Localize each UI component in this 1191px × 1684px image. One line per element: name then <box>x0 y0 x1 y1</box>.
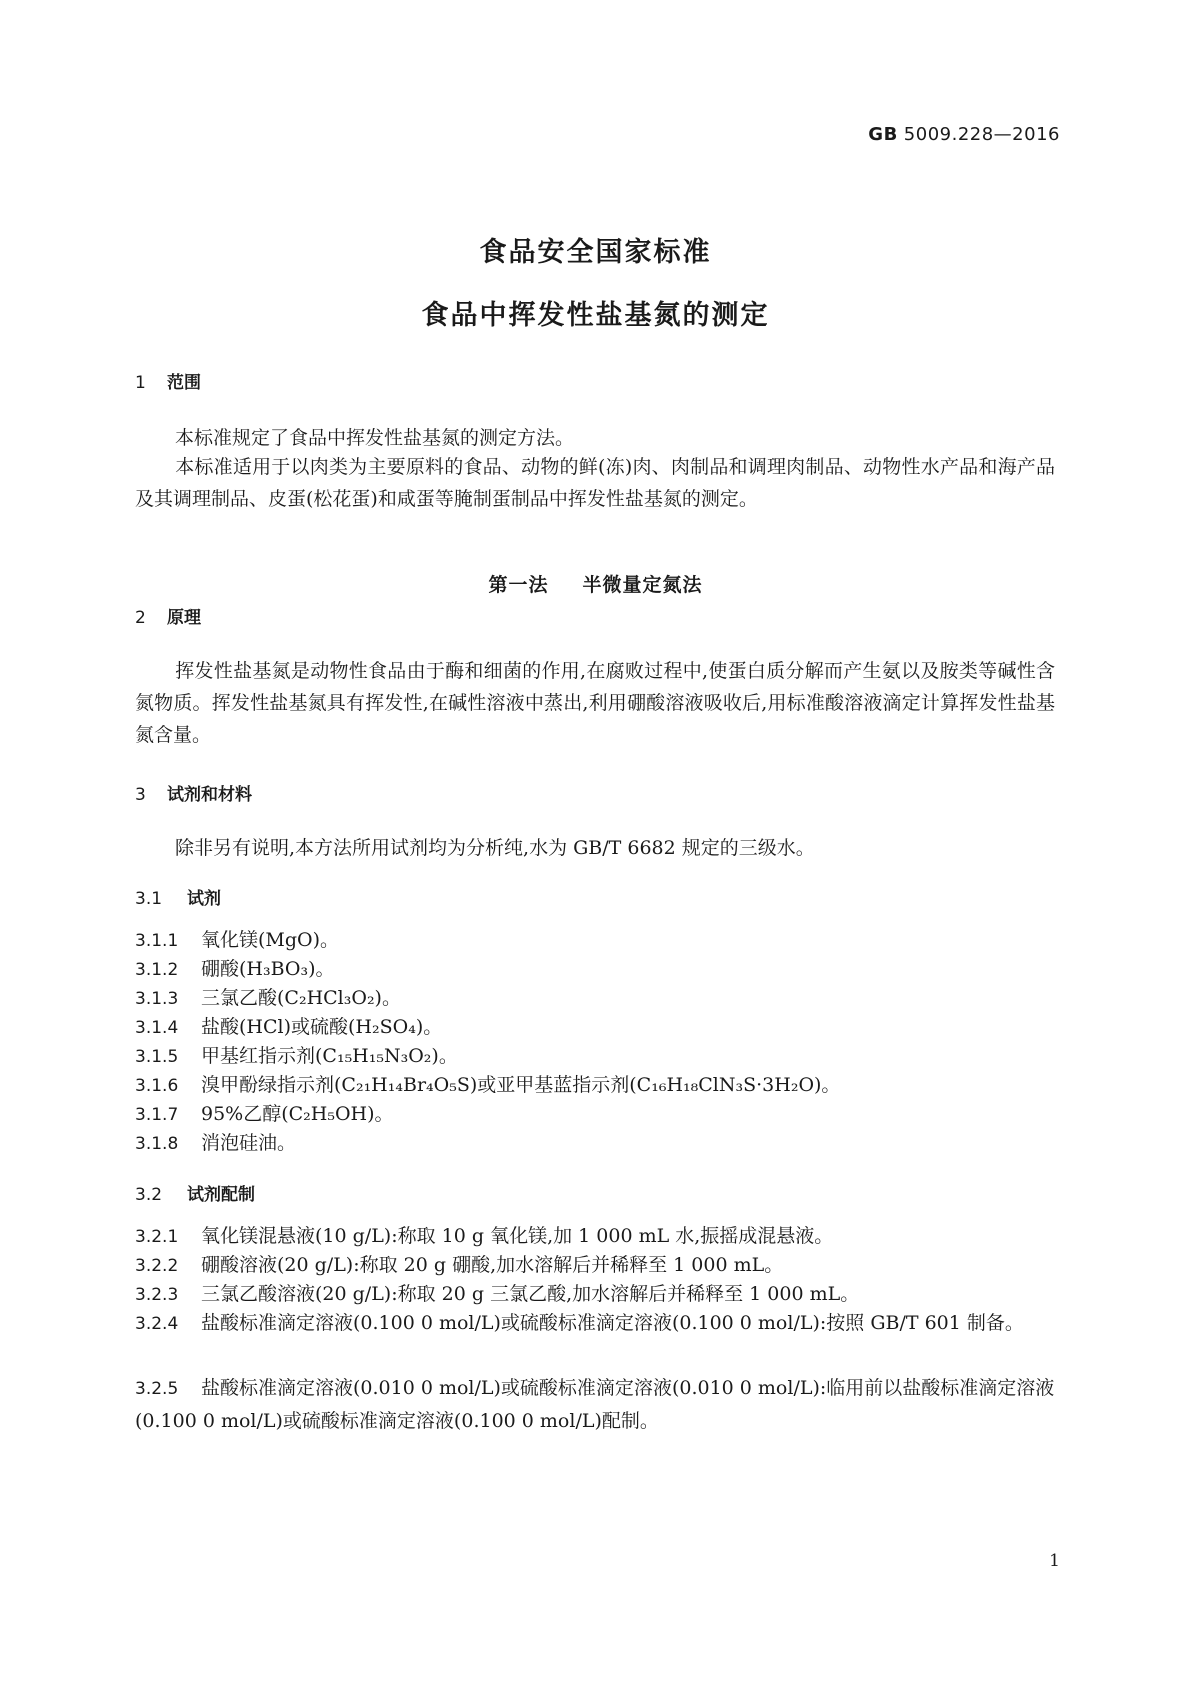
item-text: 氧化镁混悬液(10 g/L):称取 10 g 氧化镁,加 1 000 mL 水,振摇成混悬液。 <box>201 1225 834 1247</box>
item-number: 3.2.1 <box>135 1227 179 1247</box>
section-number: 3 <box>135 785 146 805</box>
item-text: 盐酸(HCl)或硫酸(H₂SO₄)。 <box>201 1016 443 1038</box>
item-text: 盐酸标准滴定溶液(0.010 0 mol/L)或硫酸标准滴定溶液(0.010 0 mol/L):临用前以盐酸标准滴定溶液(0.100 0 mol/L)或硫酸标准滴定溶液(0.100 0 mol/L)配制。 <box>135 1377 1055 1432</box>
standard-prefix: GB <box>868 124 898 145</box>
section-title: 原理 <box>167 608 201 628</box>
section-heading-reagents-materials <box>135 780 252 805</box>
section-heading-scope <box>135 368 201 393</box>
item-text: 消泡硅油。 <box>201 1132 297 1154</box>
section-number: 3.2 <box>135 1185 163 1205</box>
standard-code <box>868 124 1060 145</box>
item-text: 甲基红指示剂(C₁₅H₁₅N₃O₂)。 <box>201 1045 458 1067</box>
section-heading-reagent-preparation <box>135 1180 255 1205</box>
item-text: 盐酸标准滴定溶液(0.100 0 mol/L)或硫酸标准滴定溶液(0.100 0 mol/L):按照 GB/T 601 制备。 <box>201 1312 1024 1334</box>
section-title: 试剂配制 <box>187 1185 255 1205</box>
section-heading-principle <box>135 603 201 628</box>
section-title: 范围 <box>167 373 201 393</box>
item-number: 3.2.2 <box>135 1256 179 1276</box>
item-text: 95%乙醇(C₂H₅OH)。 <box>201 1103 394 1125</box>
method-name: 第一法 <box>488 574 549 596</box>
item-number: 3.1.5 <box>135 1047 179 1067</box>
paragraph-text: 本标准规定了食品中挥发性盐基氮的测定方法。 <box>175 427 575 449</box>
item-number: 3.1.3 <box>135 989 179 1009</box>
item-text: 三氯乙酸(C₂HCl₃O₂)。 <box>201 987 401 1009</box>
paragraph-text: 除非另有说明,本方法所用试剂均为分析纯,水为 GB/T 6682 规定的三级水。 <box>175 837 815 859</box>
scope-paragraph-2 <box>135 451 1055 515</box>
item-number: 3.2.5 <box>135 1379 179 1399</box>
item-text: 氧化镁(MgO)。 <box>201 929 340 951</box>
paragraph-text: 挥发性盐基氮是动物性食品由于酶和细菌的作用,在腐败过程中,使蛋白质分解而产生氨以及胺类等碱性含氮物质。挥发性盐基氮具有挥发性,在碱性溶液中蒸出,利用硼酸溶液吸收后,用标准酸溶液滴定计算挥发性盐基氮含量。 <box>135 660 1055 746</box>
section-number: 3.1 <box>135 889 163 909</box>
item-number: 3.1.4 <box>135 1018 179 1038</box>
item-text: 硼酸溶液(20 g/L):称取 20 g 硼酸,加水溶解后并稀释至 1 000 mL。 <box>201 1254 784 1276</box>
item-number: 3.1.1 <box>135 931 179 951</box>
item-number: 3.1.6 <box>135 1076 179 1096</box>
list-item <box>135 1372 1055 1437</box>
section-number: 2 <box>135 608 146 628</box>
item-number: 3.1.8 <box>135 1134 179 1154</box>
method-title <box>0 570 1191 597</box>
document-subtitle: 食品中挥发性盐基氮的测定 <box>421 300 770 331</box>
reagents-intro-paragraph <box>135 832 1055 864</box>
method-label: 半微量定氮法 <box>582 574 703 596</box>
item-number: 3.2.3 <box>135 1285 179 1305</box>
item-text: 三氯乙酸溶液(20 g/L):称取 20 g 三氯乙酸,加水溶解后并稀释至 1 000 mL。 <box>201 1283 860 1305</box>
section-heading-reagents <box>135 884 221 909</box>
principle-paragraph <box>135 655 1055 751</box>
section-title: 试剂 <box>187 889 221 909</box>
page-number: 1 <box>1049 1551 1060 1571</box>
list-item <box>135 1307 1055 1340</box>
item-text: 硼酸(H₃BO₃)。 <box>201 958 335 980</box>
list-item <box>135 1127 1055 1160</box>
section-number: 1 <box>135 373 146 393</box>
scope-paragraph-1 <box>135 422 1055 454</box>
section-title: 试剂和材料 <box>167 785 252 805</box>
document-title: 食品安全国家标准 <box>479 237 712 268</box>
standard-number: 5009.228—2016 <box>903 124 1060 145</box>
item-number: 3.1.2 <box>135 960 179 980</box>
item-number: 3.2.4 <box>135 1314 179 1334</box>
item-number: 3.1.7 <box>135 1105 179 1125</box>
paragraph-text: 本标准适用于以肉类为主要原料的食品、动物的鲜(冻)肉、肉制品和调理肉制品、动物性水产品和海产品及其调理制品、皮蛋(松花蛋)和咸蛋等腌制蛋制品中挥发性盐基氮的测定。 <box>135 456 1055 510</box>
item-text: 溴甲酚绿指示剂(C₂₁H₁₄Br₄O₅S)或亚甲基蓝指示剂(C₁₆H₁₈ClN₃S·3H₂O)。 <box>201 1074 841 1096</box>
